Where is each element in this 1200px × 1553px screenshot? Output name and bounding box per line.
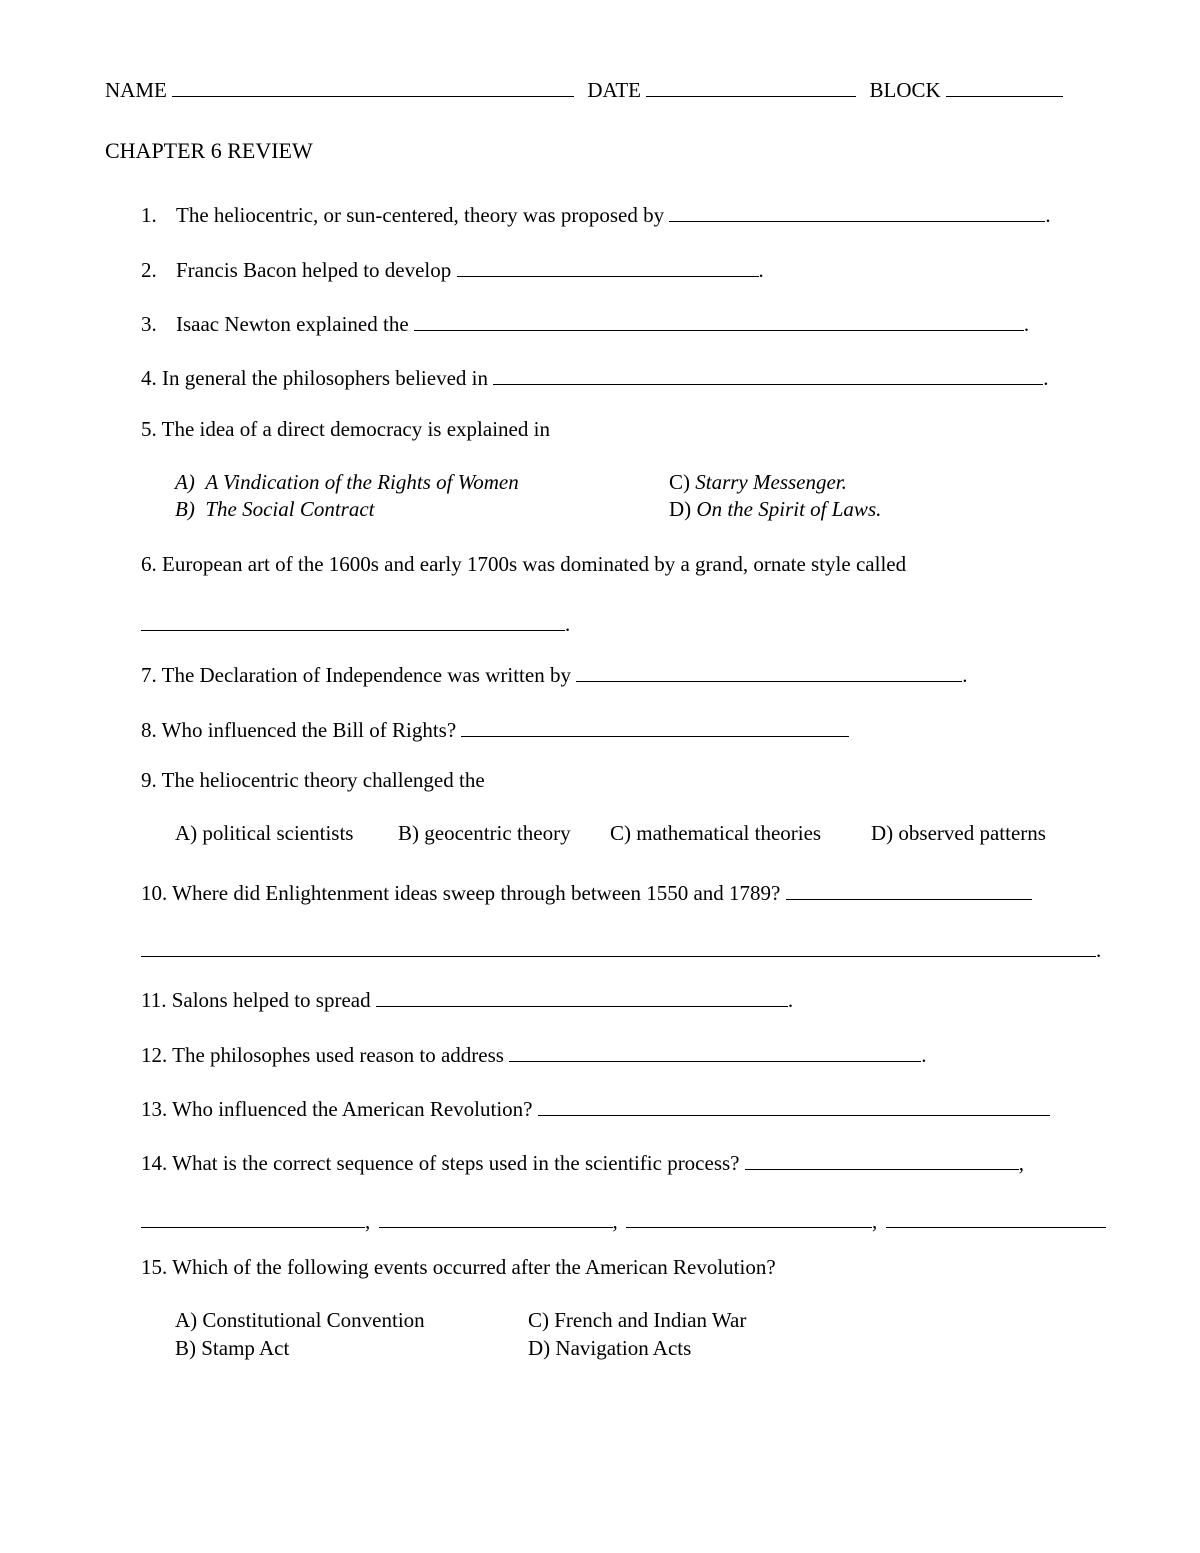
answer-blank-14c[interactable] [379,1207,613,1228]
choice-9d[interactable]: D) observed patterns [871,821,1046,845]
question-6-answer-line: . [141,610,570,635]
header-row [105,76,1063,101]
block-label: BLOCK [869,78,941,102]
name-blank[interactable] [172,76,574,97]
question-5: 5. The idea of a direct democracy is explained in [141,417,550,441]
question-6: 6. European art of the 1600s and early 1700s was dominated by a grand, ornate style called [141,552,907,576]
answer-blank-14b[interactable] [141,1207,365,1228]
choice-9b[interactable]: B) geocentric theory [398,821,571,845]
answer-blank-13[interactable] [538,1095,1050,1116]
answer-blank-3[interactable] [414,310,1024,331]
answer-blank-4[interactable] [493,364,1043,385]
answer-blank-7[interactable] [576,661,962,682]
question-14: 14. What is the correct sequence of steps used in the scientific process? , [141,1151,1024,1175]
choice-5a[interactable]: A) A Vindication of the Rights of Women [175,470,519,494]
name-label: NAME [105,78,167,102]
question-1: 1. The heliocentric, or sun-centered, theory was proposed by . [141,203,1051,227]
answer-blank-8[interactable] [461,716,849,737]
question-10-answer-line: . [141,936,1101,961]
choice-15b[interactable]: B) Stamp Act [175,1336,290,1360]
answer-blank-14e[interactable] [886,1207,1106,1228]
choice-15d[interactable]: D) Navigation Acts [528,1336,692,1360]
answer-blank-14a[interactable] [745,1149,1019,1170]
answer-blank-12[interactable] [509,1041,921,1062]
question-13: 13. Who influenced the American Revolution? [141,1095,1050,1120]
choice-15a[interactable]: A) Constitutional Convention [175,1308,425,1332]
question-14-answer-line: , , , [141,1207,1106,1232]
choice-5b[interactable]: B) The Social Contract [175,497,375,521]
answer-blank-1[interactable] [669,201,1045,222]
question-8: 8. Who influenced the Bill of Rights? [141,716,849,741]
answer-blank-10b[interactable] [141,936,1096,957]
question-7: 7. The Declaration of Independence was written by . [141,663,968,687]
question-2: 2. Francis Bacon helped to develop . [141,258,764,282]
choice-9c[interactable]: C) mathematical theories [610,821,822,845]
answer-blank-14d[interactable] [626,1207,872,1228]
question-11: 11. Salons helped to spread . [141,988,794,1012]
answer-blank-6[interactable] [141,610,565,631]
block-blank[interactable] [946,76,1063,97]
question-4: 4. In general the philosophers believed in . [141,366,1049,390]
date-label: DATE [587,78,642,102]
question-10: 10. Where did Enlightenment ideas sweep through between 1550 and 1789? [141,879,1032,904]
answer-blank-10a[interactable] [786,879,1032,900]
question-3: 3. Isaac Newton explained the . [141,312,1030,336]
page-title: CHAPTER 6 REVIEW [105,138,313,163]
choice-5d[interactable]: D) On the Spirit of Laws. [669,497,882,521]
answer-blank-2[interactable] [457,256,759,277]
question-9: 9. The heliocentric theory challenged the [141,768,485,792]
answer-blank-11[interactable] [376,986,788,1007]
choice-5c[interactable]: C) Starry Messenger. [669,470,847,494]
date-blank[interactable] [646,76,856,97]
question-15: 15. Which of the following events occurred after the American Revolution? [141,1255,776,1279]
choice-9a[interactable]: A) political scientists [175,821,354,845]
choice-15c[interactable]: C) French and Indian War [528,1308,747,1332]
question-12: 12. The philosophes used reason to address . [141,1043,927,1067]
